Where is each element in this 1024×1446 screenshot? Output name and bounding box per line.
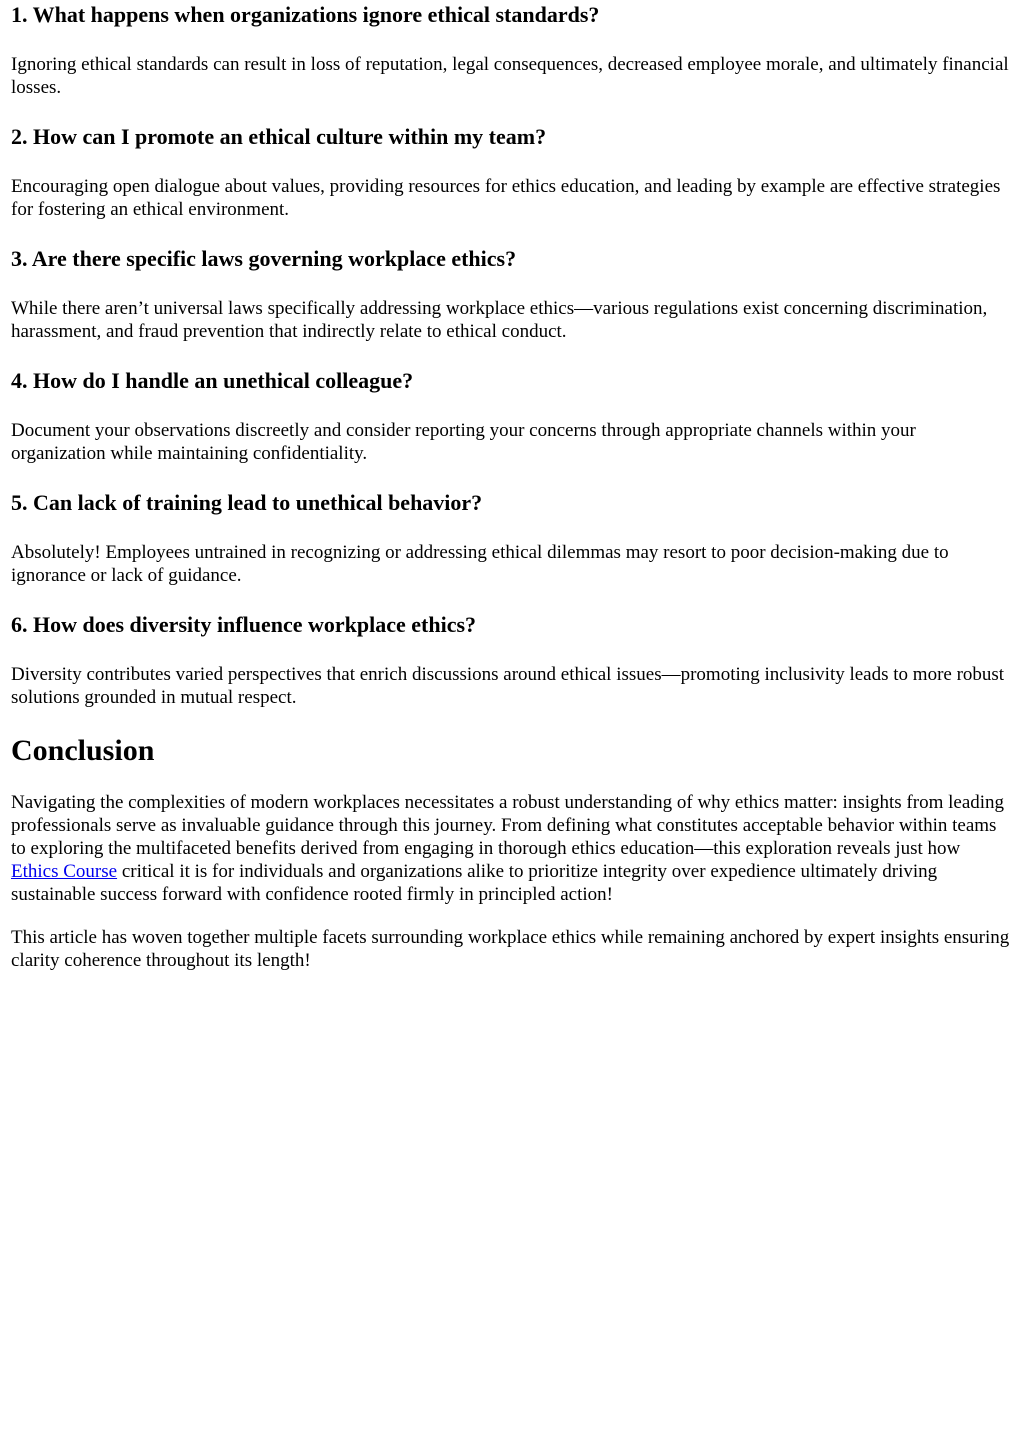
faq-answer: While there aren’t universal laws specifically addressing workplace ethics—various regulations exist concerning discrimination, harassment, and fraud prevention that indirectly relate to ethical conduct. xyxy=(11,298,988,342)
faq-item-6 xyxy=(11,612,1012,709)
faq-item-1 xyxy=(11,0,1012,99)
faq-item-4 xyxy=(11,368,1012,465)
faq-question: 2. How can I promote an ethical culture within my team? xyxy=(11,124,547,149)
faq-answer: Encouraging open dialogue about values, providing resources for ethics education, and leading by example are effective strategies for fostering an ethical environment. xyxy=(11,176,1001,220)
faq-question: 6. How does diversity influence workplace ethics? xyxy=(11,612,477,637)
faq-question: 3. Are there specific laws governing workplace ethics? xyxy=(11,246,517,271)
faq-question: 4. How do I handle an unethical colleague? xyxy=(11,368,414,393)
faq-question: 1. What happens when organizations ignore ethical standards? xyxy=(11,2,600,27)
faq-item-5 xyxy=(11,490,1012,587)
faq-item-3 xyxy=(11,246,1012,343)
conclusion-heading: Conclusion xyxy=(11,734,155,767)
faq-answer: Absolutely! Employees untrained in recognizing or addressing ethical dilemmas may resort to poor decision-making due to ignorance or lack of guidance. xyxy=(11,542,949,586)
faq-item-2 xyxy=(11,124,1012,221)
conclusion-text-after-link: critical it is for individuals and organizations alike to prioritize integrity over expedience ultimately driving sustainable success forward with confidence rooted firmly in principled action! xyxy=(11,861,938,905)
faq-question: 5. Can lack of training lead to unethical behavior? xyxy=(11,490,483,515)
ethics-course-link[interactable]: Ethics Course xyxy=(11,861,118,882)
conclusion-text-before-link: Navigating the complexities of modern workplaces necessitates a robust understanding of why ethics matter: insights from leading professionals serve as invaluable guidance through this journey. From defining what constitutes acceptable behavior within teams to exploring the multifaceted benefits derived from engaging in thorough ethics education—this exploration reveals just how xyxy=(11,792,1005,859)
conclusion-paragraph-2: This article has woven together multiple facets surrounding workplace ethics while remaining anchored by expert insights ensuring clarity coherence throughout its length! xyxy=(11,927,1010,971)
faq-answer: Diversity contributes varied perspectives that enrich discussions around ethical issues—promoting inclusivity leads to more robust solutions grounded in mutual respect. xyxy=(11,664,1005,708)
faq-answer: Document your observations discreetly and consider reporting your concerns through appropriate channels within your organization while maintaining confidentiality. xyxy=(11,420,916,464)
conclusion-paragraph-1 xyxy=(11,791,1012,906)
faq-answer: Ignoring ethical standards can result in loss of reputation, legal consequences, decreased employee morale, and ultimately financial losses. xyxy=(11,54,1009,98)
